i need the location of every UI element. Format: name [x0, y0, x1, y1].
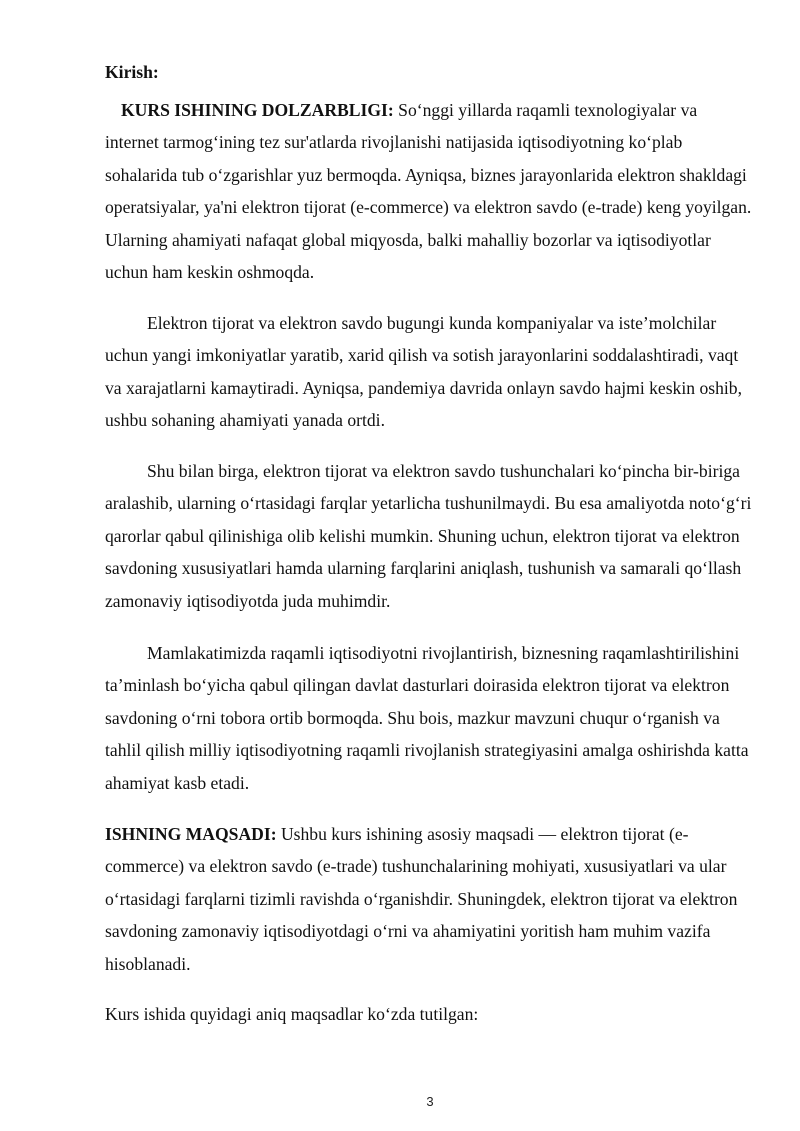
- relevance-paragraph: [105, 94, 755, 288]
- section-heading: Kirish:: [105, 62, 159, 82]
- goal-paragraph: [105, 818, 755, 980]
- goal-label: ISHNING MAQSADI:: [105, 824, 277, 844]
- goal-text: Ushbu kurs ishining asosiy maqsadi — elektron tijorat (e-commerce) va elektron savdo (e-trade) tushunchalarining mohiyati, xususiyatlari va ular o‘rtasidagi farqlarni tizimli ravishda o‘rganishdir. Shuningdek, elektron tijorat va elektron savdoning zamonaviy iqtisodiyotdagi o‘rni va ahamiyatini yoritish ham muhim vazifa hisoblanadi.: [105, 824, 738, 974]
- body-paragraph-2: Elektron tijorat va elektron savdo bugungi kunda kompaniyalar va iste’molchilar uchun yangi imkoniyatlar yaratib, xarid qilish va sotish jarayonlarini soddalashtiradi, vaqt va xarajatlarni kamaytiradi. Ayniqsa, pandemiya davrida onlayn savdo hajmi keskin oshib, ushbu sohaning ahamiyati yanada ortdi.: [105, 313, 742, 431]
- goals-intro-paragraph: Kurs ishida quyidagi aniq maqsadlar ko‘zda tutilgan:: [105, 1004, 479, 1024]
- page-number: 3: [426, 1094, 434, 1109]
- relevance-text: So‘nggi yillarda raqamli texnologiyalar va internet tarmog‘ining tez sur'atlarda rivojlanishi natijasida iqtisodiyotning ko‘plab sohalarida tub o‘zgarishlar yuz bermoqda. Ayniqsa, biznes jarayonlarida elektron shakldagi operatsiyalar, ya'ni elektron tijorat (e-commerce) va elektron savdo (e-trade) keng yoyilgan. Ularning ahamiyati nafaqat global miqyosda, balki mahalliy bozorlar va iqtisodiyotlar uchun ham keskin oshmoqda.: [105, 100, 752, 283]
- relevance-label: KURS ISHINING DOLZARBLIGI:: [121, 100, 394, 120]
- body-paragraph-3: Shu bilan birga, elektron tijorat va elektron savdo tushunchalari ko‘pincha bir-biriga aralashib, ularning o‘rtasidagi farqlar yetarlicha tushunilmaydi. Bu esa amaliyotda noto‘g‘ri qarorlar qabul qilinishiga olib kelishi mumkin. Shuning uchun, elektron tijorat va elektron savdoning xususiyatlari hamda ularning farqlarini aniqlash, tushunish va samarali qo‘llash zamonaviy iqtisodiyotda juda muhimdir.: [105, 461, 752, 611]
- body-paragraph-4: Mamlakatimizda raqamli iqtisodiyotni rivojlantirish, biznesning raqamlashtirilishini ta’minlash bo‘yicha qabul qilingan davlat dasturlari doirasida elektron tijorat va elektron savdoning o‘rni tobora ortib bormoqda. Shu bois, mazkur mavzuni chuqur o‘rganish va tahlil qilish milliy iqtisodiyotning raqamli rivojlanish strategiyasini amalga oshirishda katta ahamiyat kasb etadi.: [105, 643, 749, 793]
